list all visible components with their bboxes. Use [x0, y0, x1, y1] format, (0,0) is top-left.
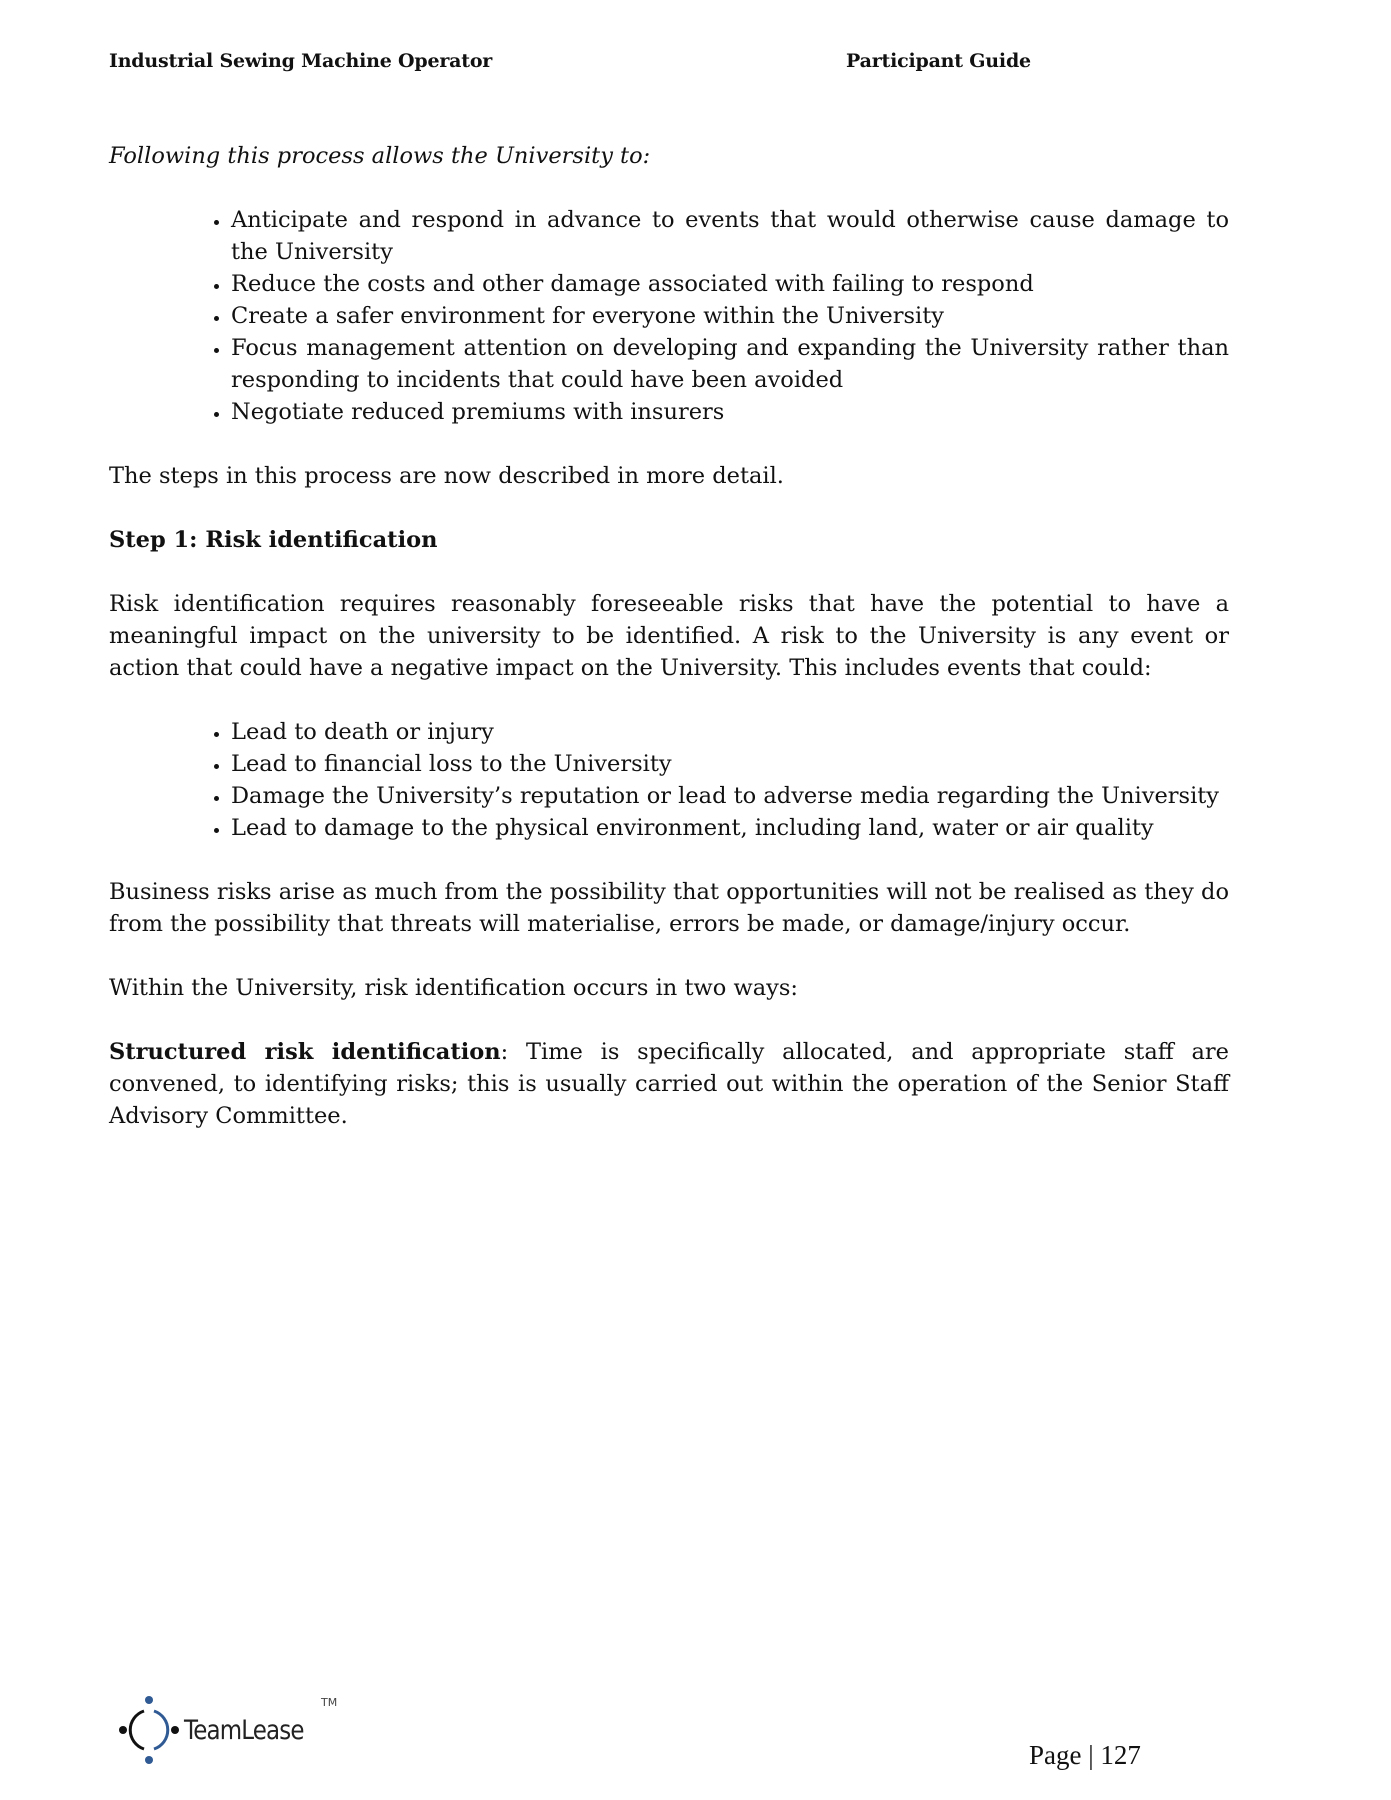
list-item: • Anticipate and respond in advance to events that would otherwise cause damage to the University	[231, 204, 1229, 268]
list-item: • Focus management attention on developing and expanding the University rather than responding to incidents that could have been avoided	[231, 332, 1229, 396]
structured-term: Structured risk identification	[109, 1039, 501, 1065]
step1-heading: Step 1: Risk identification	[109, 527, 438, 553]
page-body	[109, 140, 1229, 1164]
list-item: • Create a safer environment for everyone within the University	[231, 300, 1229, 332]
list-item: • Negotiate reduced premiums with insurers	[231, 396, 1229, 428]
steps-intro: The steps in this process are now described in more detail.	[109, 463, 784, 489]
list-item: • Lead to damage to the physical environment, including land, water or air quality	[231, 812, 1229, 844]
structured-text: : Time is specifically allocated, and appropriate staff are convened, to identifying risks; this is usually carried out within the operation of the Senior Staff Advisory Committee.	[109, 1039, 1229, 1129]
list-item: • Damage the University’s reputation or lead to adverse media regarding the University	[231, 780, 1229, 812]
benefits-list	[109, 204, 1229, 428]
page-number: Page | 127	[1029, 1740, 1141, 1770]
header-course-title: Industrial Sewing Machine Operator	[109, 50, 493, 72]
structured-paragraph	[109, 1036, 1229, 1132]
intro-text: Following this process allows the University to:	[109, 143, 651, 169]
logo-trademark: TM	[321, 1696, 338, 1709]
list-item: • Lead to financial loss to the University	[231, 748, 1229, 780]
list-item: • Reduce the costs and other damage associated with failing to respond	[231, 268, 1229, 300]
teamlease-logo	[118, 1690, 348, 1770]
header-guide-title: Participant Guide	[846, 50, 1031, 72]
within-paragraph: Within the University, risk identification occurs in two ways:	[109, 975, 798, 1001]
logo-text: TeamLease	[184, 1714, 304, 1746]
business-paragraph: Business risks arise as much from the possibility that opportunities will not be realised as they do from the possibility that threats will materialise, errors be made, or damage/injury occur.	[109, 879, 1229, 937]
events-list	[109, 716, 1229, 844]
teamlease-logo-icon	[118, 1694, 180, 1766]
step1-paragraph: Risk identification requires reasonably foreseeable risks that have the potential to have a meaningful impact on the university to be identified. A risk to the University is any event or action that could have a negative impact on the University. This includes events that could:	[109, 591, 1229, 681]
list-item: • Lead to death or injury	[231, 716, 1229, 748]
